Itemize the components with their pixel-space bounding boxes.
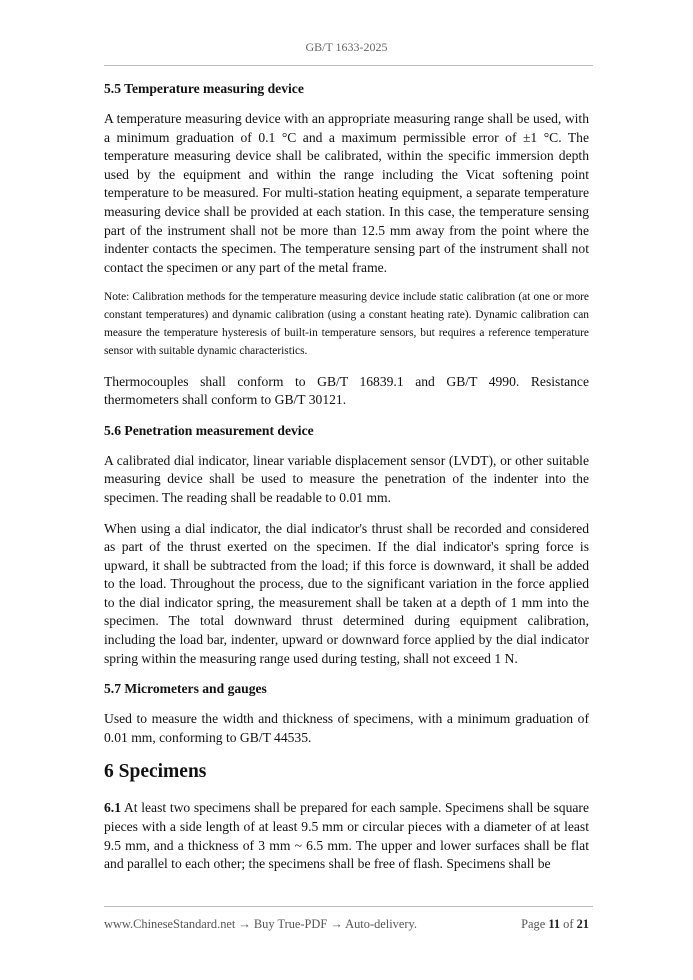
section-5-5-note: Note: Calibration methods for the temperature measuring device include static calibration (at one or more constant temperatures) and dynamic calibration (using a constant heating rate). Dynamic calibration can measure the temperature hysteresis of built-in temperature sensors, but requires a reference temperature sensor with suitable dynamic characteristics. [104, 291, 589, 357]
section-5-6-title: 5.6 Penetration measurement device [104, 422, 314, 438]
page-label: Page [521, 917, 546, 931]
section-5-5-paragraph-2: Thermocouples shall conform to GB/T 16839.1 and GB/T 4990. Resistance thermometers shall conform to GB/T 30121. [104, 373, 589, 408]
page-indicator [521, 917, 589, 932]
store-link[interactable]: www.ChineseStandard.net → Buy True-PDF → Auto-delivery. [104, 917, 417, 931]
section-6-1-paragraph [104, 799, 589, 873]
section-5-6-paragraph-1: A calibrated dial indicator, linear variable displacement sensor (LVDT), or other suitable measuring device shall be used to measure the penetration of the indenter into the specimen. The reading shall be readable to 0.01 mm. [104, 452, 589, 505]
running-header: GB/T 1633-2025 [305, 40, 388, 54]
section-5-7-title: 5.7 Micrometers and gauges [104, 681, 267, 697]
section-5-6-paragraph-2: When using a dial indicator, the dial indicator's thrust shall be recorded and considered as part of the thrust exerted on the specimen. If the dial indicator's spring force is upward, it shall be subtracted from the load; if this force is downward, it shall be added to the load. Throughout the process, due to the significant variation in the force applied to the dial indicator spring, the measurement shall be taken at a depth of 1 mm into the specimen. The total downward thrust determined during equipment calibration, including the load bar, indenter, upward or downward force applied by the dial indicator spring within the measuring range used during testing, shall not exceed 1 N. [104, 520, 589, 666]
section-5-5-paragraph-1: A temperature measuring device with an appropriate measuring range shall be used, with a minimum graduation of 0.1 °C and a maximum permissible error of ±1 °C. The temperature measuring device shall be calibrated, within the specific immersion depth used by the equipment and within the range including the Vicat softening point temperature to be measured. For multi-station heating equipment, a separate temperature measuring device shall be provided at each station. In this case, the temperature sensing part of the instrument shall not be more than 12.5 mm away from the point where the indenter contacts the specimen. The temperature sensing part of the instrument shall not contact the specimen or any part of the metal frame. [104, 111, 589, 275]
page-total: 21 [576, 917, 589, 931]
chapter-6-title: 6 Specimens [104, 761, 207, 783]
section-5-5-title: 5.5 Temperature measuring device [104, 81, 304, 96]
footer-link[interactable] [104, 917, 417, 932]
footer-divider [104, 906, 593, 907]
clause-text: At least two specimens shall be prepared for each sample. Specimens shall be square pieces with a side length of at least 9.5 mm or circular pieces with a diameter of at least 9.5 mm, and a thickness of 3 mm ~ 6.5 mm. The upper and lower surfaces shall be flat and parallel to each other; the specimens shall be free of flash. Specimens shall be [104, 800, 589, 872]
header-divider [104, 65, 593, 66]
section-5-7-paragraph-1: Used to measure the width and thickness of specimens, with a minimum graduation of 0.01 mm, conforming to GB/T 44535. [104, 711, 589, 745]
page-number: 11 [548, 917, 561, 931]
page-body [104, 80, 589, 886]
of-label: of [563, 917, 574, 931]
clause-number: 6.1 [104, 800, 121, 816]
